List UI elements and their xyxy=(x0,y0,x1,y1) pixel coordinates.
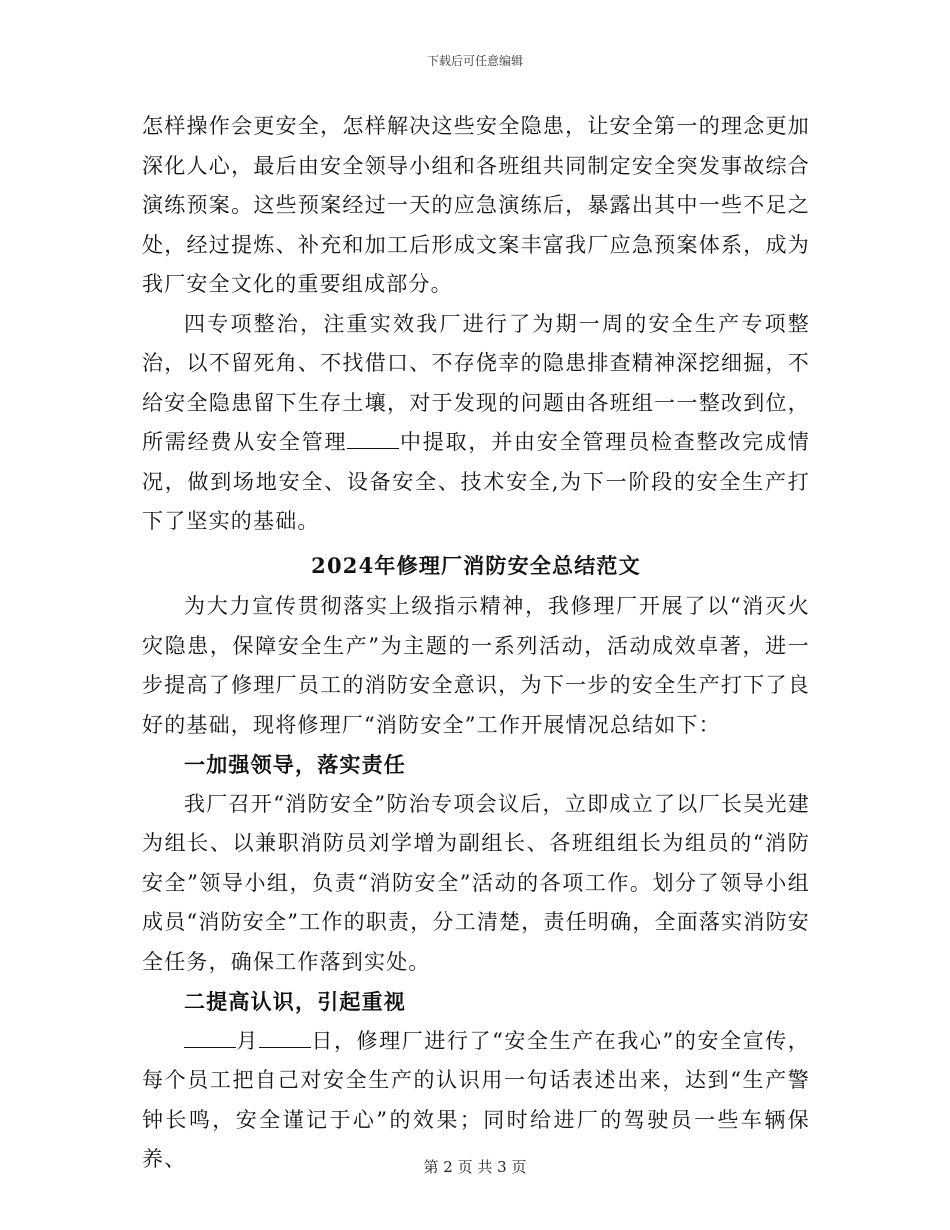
paragraph-continuation: 怎样操作会更安全，怎样解决这些安全隐患，让安全第一的理念更加深化人心，最后由安全领导小组和各班组共同制定安全突发事故综合演练预案。这些预案经过一天的应急演练后，暴露出其中一些不足之处，经过提炼、补充和加工后形成文案丰富我厂应急预案体系，成为我厂安全文化的重要组成部分。 xyxy=(142,114,810,296)
month-label: 月 xyxy=(236,1028,259,1053)
page-header: 下载后可任意编辑 xyxy=(426,54,523,68)
paragraph-text: 四专项整治，注重实效我厂进行了为期一周的安全生产专项整治，以不留死角、不找借口、不存侥幸的隐患排查精神深挖细掘，不给安全隐患留下生存土壤，对于发现的问题由各班组一一整改到位，所需经费从安全管理 xyxy=(142,311,810,454)
paragraph-leadership: 我厂召开“消防安全”防治专项会议后，立即成立了以厂长吴光建为组长、以兼职消防员刘学增为副组长、各班组组长为组员的“消防安全”领导小组，负责“消防安全”活动的各项工作。划分了领导小组成员“消防安全”工作的职责，分工清楚，责任明确，全面落实消防安全任务，确保工作落到实处。 xyxy=(142,791,810,974)
paragraph-text: 中提取，并由安全管理员检查整改完成情况，做到场地安全、设备安全、技术安全,为下一阶段的安全生产打下了坚实的基础。 xyxy=(142,430,810,533)
page-footer: 第 2 页 共 3 页 xyxy=(423,1158,527,1176)
document-body xyxy=(142,107,810,1180)
document-title: 2024年修理厂消防安全总结范文 xyxy=(311,552,641,578)
paragraph-special-rectification xyxy=(142,305,810,542)
blank-underline xyxy=(259,1029,311,1048)
blank-underline xyxy=(184,1029,236,1048)
paragraph-intro: 为大力宣传贯彻落实上级指示精神，我修理厂开展了以“消灭火灾隐患，保障安全生产”为主题的一系列活动，活动成效卓著，进一步提高了修理厂员工的消防安全意识，为下一步的安全生产打下了良好的基础，现将修理厂“消防安全”工作开展情况总结如下： xyxy=(142,594,810,737)
blank-underline xyxy=(347,430,399,449)
section-heading-2: 二提高认识，引起重视 xyxy=(184,989,406,1014)
section-heading-1: 一加强领导，落实责任 xyxy=(184,752,406,777)
paragraph-text: 日，修理厂进行了“安全生产在我心”的安全宣传，每个员工把自己对安全生产的认识用一句话表述出来，达到“生产警钟长鸣，安全谨记于心”的效果；同时给进厂的驾驶员一些车辆保养、 xyxy=(142,1028,810,1171)
